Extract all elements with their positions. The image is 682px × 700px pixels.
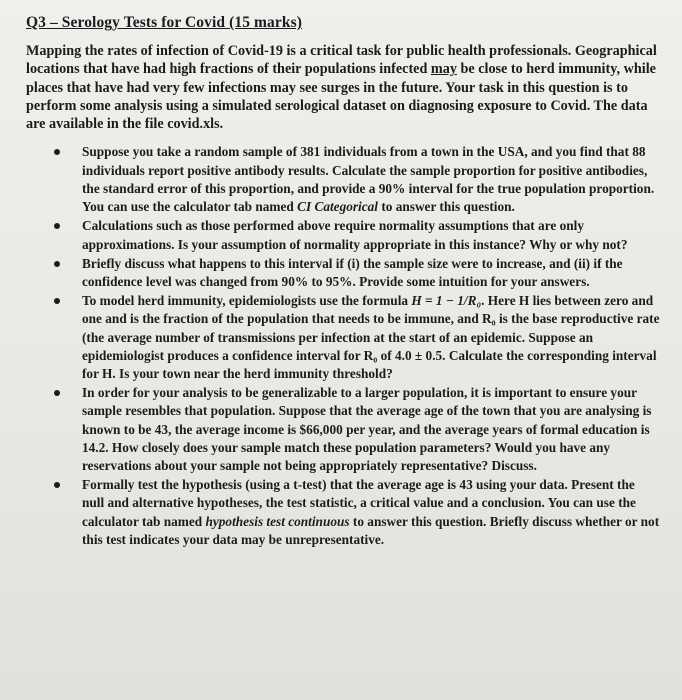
task-item-5 (54, 384, 660, 475)
task-4-formula: H = 1 − 1/R₀ (411, 293, 482, 309)
task-2-text: Calculations such as those performed above require normality assumptions that are only approximations. Is your assumption of normality appropriate in this instance? Why or why not? (82, 218, 628, 252)
task-item-6 (54, 476, 660, 549)
task-1-calculator-tab: CI Categorical (297, 199, 378, 215)
intro-text-part1: Mapping the rates of infection of Covid-19 is a critical task for public health professionals. Geographical locations that have had high fractions of their populations infected (26, 43, 657, 78)
task-6-calculator-tab: hypothesis test continuous (205, 513, 350, 529)
intro-paragraph (26, 42, 662, 133)
task-5-text: In order for your analysis to be generalizable to a larger population, it is important to ensure your sample resembles that population. Suppose that the average age of the town that you are analysing is known to be 43, the average income is $66,000 per year, and the average years of formal education is 14.2. How closely does your sample match these population parameters? Would you have any reservations about your sample not being appropriately representative? Discuss. (82, 385, 652, 473)
bullet-dot-icon (54, 390, 60, 396)
task-6-text-b: to answer this question. Briefly discuss whether or not this test indicates your data may be unrepresentative. (82, 513, 660, 547)
task-list (26, 143, 664, 548)
task-6-text-a: Formally test the hypothesis (using a t-test) that the average age is 43 using your data. Present the null and alternative hypotheses, the test statistic, a critical value and a conclusion. You can use the calculator tab named (82, 477, 636, 529)
intro-underlined-word: may (430, 61, 457, 78)
task-item-3 (54, 255, 660, 291)
task-item-1 (54, 143, 660, 216)
task-3-text: Briefly discuss what happens to this interval if (i) the sample size were to increase, and (ii) if the confidence level was changed from 90% to 95%. Provide some intuition for your answers. (82, 255, 623, 289)
question-title: Q3 – Serology Tests for Covid (15 marks) (26, 14, 302, 31)
bullet-dot-icon (54, 298, 60, 304)
bullet-dot-icon (54, 149, 60, 155)
task-4-text-b: . Here H lies between zero and one and is the fraction of the population that needs to be immune, and R₀ is the base reproductive rate (the average number of transmissions per infection at the start of an epidemic. Suppose an epidemiologist produces a confidence interval for R₀ of 4.0 ± 0.5. Calculate the corresponding interval for H. Is your town near the herd immunity threshold? (82, 293, 660, 381)
task-1-text-b: to answer this question. (378, 199, 515, 215)
bullet-dot-icon (54, 223, 60, 229)
task-item-4 (54, 292, 660, 383)
bullet-dot-icon (54, 482, 60, 488)
task-item-2 (54, 217, 660, 253)
task-1-text-a: Suppose you take a random sample of 381 individuals from a town in the USA, and you find that 88 individuals report positive antibody results. Calculate the sample proportion for positive antibodies, the standard error of this proportion, and provide a 90% interval for the true population proportion. You can use the calculator tab named (82, 144, 655, 215)
intro-text-part2: be close to herd immunity, while places that have had very few infections may see surges in the future. Your task in this question is to perform some analysis using a simulated serological dataset on diagnosing exposure to Covid. The data are available in the file covid.xls. (26, 61, 656, 133)
task-4-text-a: To model herd immunity, epidemiologists use the formula (82, 293, 412, 309)
bullet-dot-icon (54, 261, 60, 267)
